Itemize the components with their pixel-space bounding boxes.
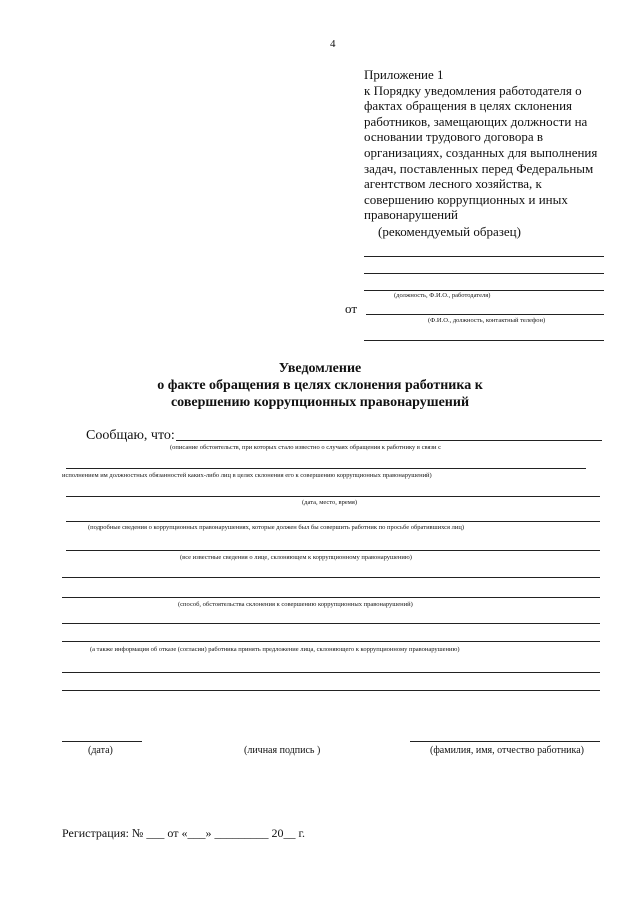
fill-line [66, 468, 586, 469]
caption-refusal: (а также информация об отказе (согласии) работника принять предложение лица, склоняющего к коррупционному правонарушению) [90, 646, 460, 653]
fill-line [62, 641, 600, 642]
sender-line [364, 340, 604, 341]
annex-line: основании трудового договора в [364, 129, 544, 145]
fill-line [62, 690, 600, 691]
caption-method: (способ, обстоятельства склонения к совершению коррупционных правонарушений) [178, 601, 413, 608]
sender-caption: (Ф.И.О., должность, контактный телефон) [428, 317, 546, 324]
addressee-line [364, 256, 604, 257]
title-line: совершению коррупционных правонарушений [170, 395, 470, 410]
caption-date-place: (дата, место, время) [302, 499, 358, 506]
registration-line: Регистрация: № ___ от «___» _________ 20__ г. [62, 826, 306, 840]
fill-line [66, 550, 600, 551]
annex-line: к Порядку уведомления работодателя о [364, 82, 582, 98]
title-line: Уведомление [278, 361, 362, 376]
date-label: (дата) [88, 745, 113, 756]
page-number: 4 [330, 38, 336, 50]
annex-header [364, 67, 624, 223]
annex-line: правонарушений [364, 207, 458, 223]
addressee-line [364, 273, 604, 274]
name-label: (фамилия, имя, отчество работника) [430, 745, 585, 756]
fill-line [176, 440, 602, 441]
addressee-line [364, 290, 604, 291]
fill-line [62, 577, 600, 578]
caption-person: (все известные сведения о лице, склоняющем к коррупционному правонарушению) [180, 554, 412, 561]
sample-note: (рекомендуемый образец) [378, 224, 521, 239]
fill-line [62, 672, 600, 673]
report-label: Сообщаю, что: [86, 428, 175, 443]
fill-line [62, 623, 600, 624]
fill-line [66, 496, 600, 497]
signature-label: (личная подпись ) [244, 745, 321, 756]
fill-line [62, 597, 600, 598]
caption-details: (подробные сведения о коррупционных правонарушениях, которые должен был бы совершить работник по просьбе обратившихся лиц) [88, 524, 465, 531]
sender-line [366, 314, 604, 315]
position-caption: (должность, Ф.И.О., работодателя) [394, 292, 491, 299]
annex-line: организациях, созданных для выполнения [364, 144, 598, 160]
caption-duties: исполнением им должностных обязанностей каких-либо лиц в целях склонения его к совершению коррупционных правонарушений) [62, 472, 432, 479]
annex-line: Приложение 1 [364, 67, 444, 82]
caption-circumstances: (описание обстоятельств, при которых стало известно о случаях обращения к работнику в связи с [170, 444, 442, 451]
from-label: от [345, 301, 358, 316]
annex-line: совершению коррупционных и иных [364, 191, 568, 207]
date-line [62, 741, 142, 742]
title-line: о факте обращения в целях склонения работника к [157, 378, 483, 393]
annex-line: работников, замещающих должности на [364, 113, 588, 129]
annex-line: агентством лесного хозяйства, к [364, 176, 542, 192]
document-title [0, 360, 640, 411]
annex-line: задач, поставленных перед Федеральным [364, 160, 594, 176]
annex-line: фактах обращения в целях склонения [364, 98, 573, 114]
fill-line [66, 521, 600, 522]
name-line [410, 741, 600, 742]
